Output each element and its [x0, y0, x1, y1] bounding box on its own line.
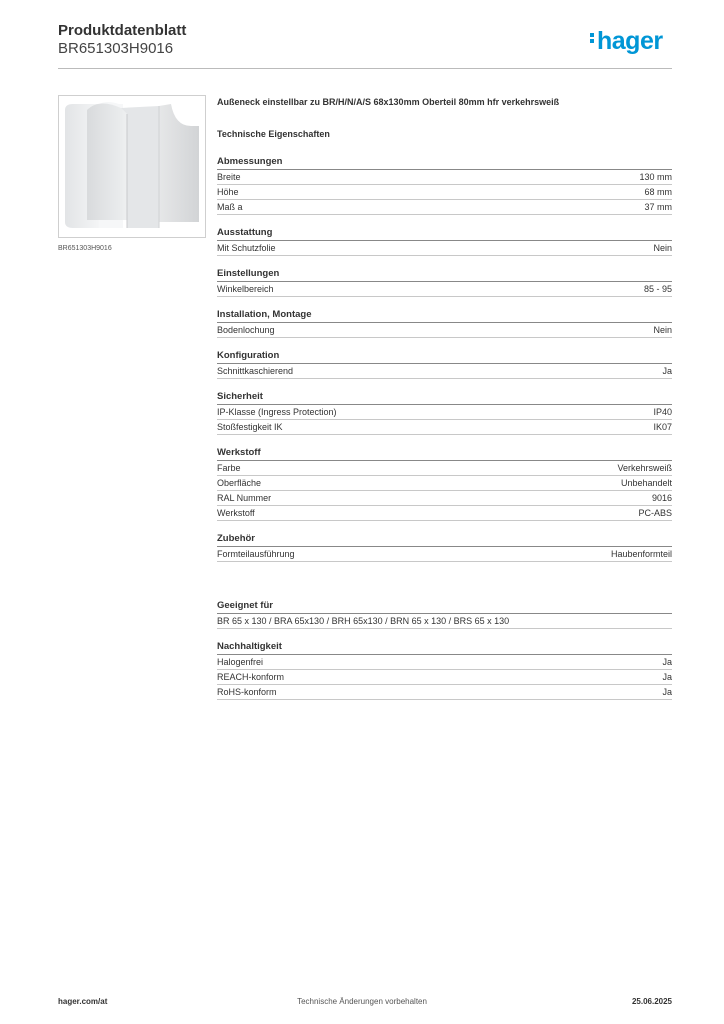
spec-row	[217, 282, 672, 297]
spec-value: IK07	[653, 422, 672, 432]
spec-label: Werkstoff	[217, 508, 255, 518]
spec-row	[217, 405, 672, 420]
section-title: Ausstattung	[217, 226, 672, 241]
product-number: BR651303H9016	[58, 40, 174, 57]
spec-value: Haubenformteil	[610, 549, 672, 559]
spec-value: 68 mm	[644, 187, 672, 197]
spec-label: Farbe	[217, 463, 241, 473]
section-title: Zubehör	[217, 532, 672, 547]
suitable-text: BR 65 x 130 / BRA 65x130 / BRH 65x130 / BRN 65 x 130 / BRS 65 x 130	[217, 614, 672, 629]
tech-properties-heading: Technische Eigenschaften	[217, 129, 330, 139]
spec-content	[217, 97, 672, 711]
header-divider	[58, 68, 672, 69]
spec-value: PC-ABS	[638, 508, 672, 518]
section-spacer	[217, 573, 672, 599]
spec-label: Mit Schutzfolie	[217, 243, 276, 253]
spec-row	[217, 364, 672, 379]
section-suitable	[217, 599, 672, 629]
hager-logo	[590, 27, 663, 56]
spec-label: Formteilausführung	[217, 549, 295, 559]
spec-section	[217, 308, 672, 338]
spec-row	[217, 461, 672, 476]
spec-value: Nein	[653, 243, 672, 253]
spec-label: Stoßfestigkeit IK	[217, 422, 283, 432]
spec-label: Maß a	[217, 202, 243, 212]
spec-row	[217, 670, 672, 685]
spec-label: RoHS-konform	[217, 687, 277, 697]
spec-label: Halogenfrei	[217, 657, 264, 667]
spec-value: Unbehandelt	[620, 478, 672, 488]
section-sustainability	[217, 640, 672, 700]
section-title: Einstellungen	[217, 267, 672, 282]
spec-label: Oberfläche	[217, 478, 262, 488]
spec-value: Verkehrsweiß	[617, 463, 672, 473]
spec-value: Ja	[662, 366, 672, 376]
footer-website: hager.com/at	[58, 997, 108, 1006]
corner-piece-icon	[59, 96, 205, 237]
spec-value: 9016	[651, 493, 672, 503]
section-title: Abmessungen	[217, 155, 672, 170]
spec-row	[217, 491, 672, 506]
spec-section	[217, 446, 672, 521]
spec-label: REACH-konform	[217, 672, 285, 682]
spec-row	[217, 200, 672, 215]
spec-section	[217, 226, 672, 256]
spec-label: IP-Klasse (Ingress Protection)	[217, 407, 337, 417]
spec-value: IP40	[653, 407, 672, 417]
section-title: Konfiguration	[217, 349, 672, 364]
spec-row	[217, 420, 672, 435]
page-title: Produktdatenblatt	[58, 22, 187, 39]
spec-label: Winkelbereich	[217, 284, 274, 294]
spec-value: 85 - 95	[643, 284, 672, 294]
image-caption: BR651303H9016	[58, 245, 112, 252]
product-description: Außeneck einstellbar zu BR/H/N/A/S 68x130mm Oberteil 80mm hfr verkehrsweiß	[217, 97, 560, 107]
section-title: Nachhaltigkeit	[217, 640, 672, 655]
spec-sections	[217, 155, 672, 562]
spec-label: Schnittkaschierend	[217, 366, 294, 376]
spec-value: Ja	[662, 687, 672, 697]
spec-row	[217, 506, 672, 521]
logo-dots-icon	[590, 31, 595, 45]
spec-value: Ja	[662, 672, 672, 682]
section-title: Geeignet für	[217, 599, 672, 614]
spec-section	[217, 390, 672, 435]
section-title: Sicherheit	[217, 390, 672, 405]
spec-row	[217, 185, 672, 200]
spec-section	[217, 349, 672, 379]
spec-row	[217, 685, 672, 700]
spec-row	[217, 655, 672, 670]
spec-value: Ja	[662, 657, 672, 667]
section-title: Werkstoff	[217, 446, 672, 461]
logo-text: hager	[597, 27, 663, 55]
footer-disclaimer: Technische Änderungen vorbehalten	[297, 997, 427, 1006]
spec-label: Breite	[217, 172, 241, 182]
spec-row	[217, 547, 672, 562]
spec-row	[217, 476, 672, 491]
spec-value: 37 mm	[644, 202, 672, 212]
spec-section	[217, 532, 672, 562]
spec-row	[217, 170, 672, 185]
spec-row	[217, 323, 672, 338]
spec-section	[217, 155, 672, 215]
spec-row	[217, 241, 672, 256]
footer-date: 25.06.2025	[631, 997, 672, 1006]
sustainability-rows	[217, 655, 672, 700]
section-title: Installation, Montage	[217, 308, 672, 323]
spec-section	[217, 267, 672, 297]
spec-value: 130 mm	[639, 172, 672, 182]
spec-value: Nein	[653, 325, 672, 335]
product-image	[58, 95, 206, 238]
spec-label: Höhe	[217, 187, 239, 197]
spec-label: RAL Nummer	[217, 493, 272, 503]
spec-label: Bodenlochung	[217, 325, 275, 335]
